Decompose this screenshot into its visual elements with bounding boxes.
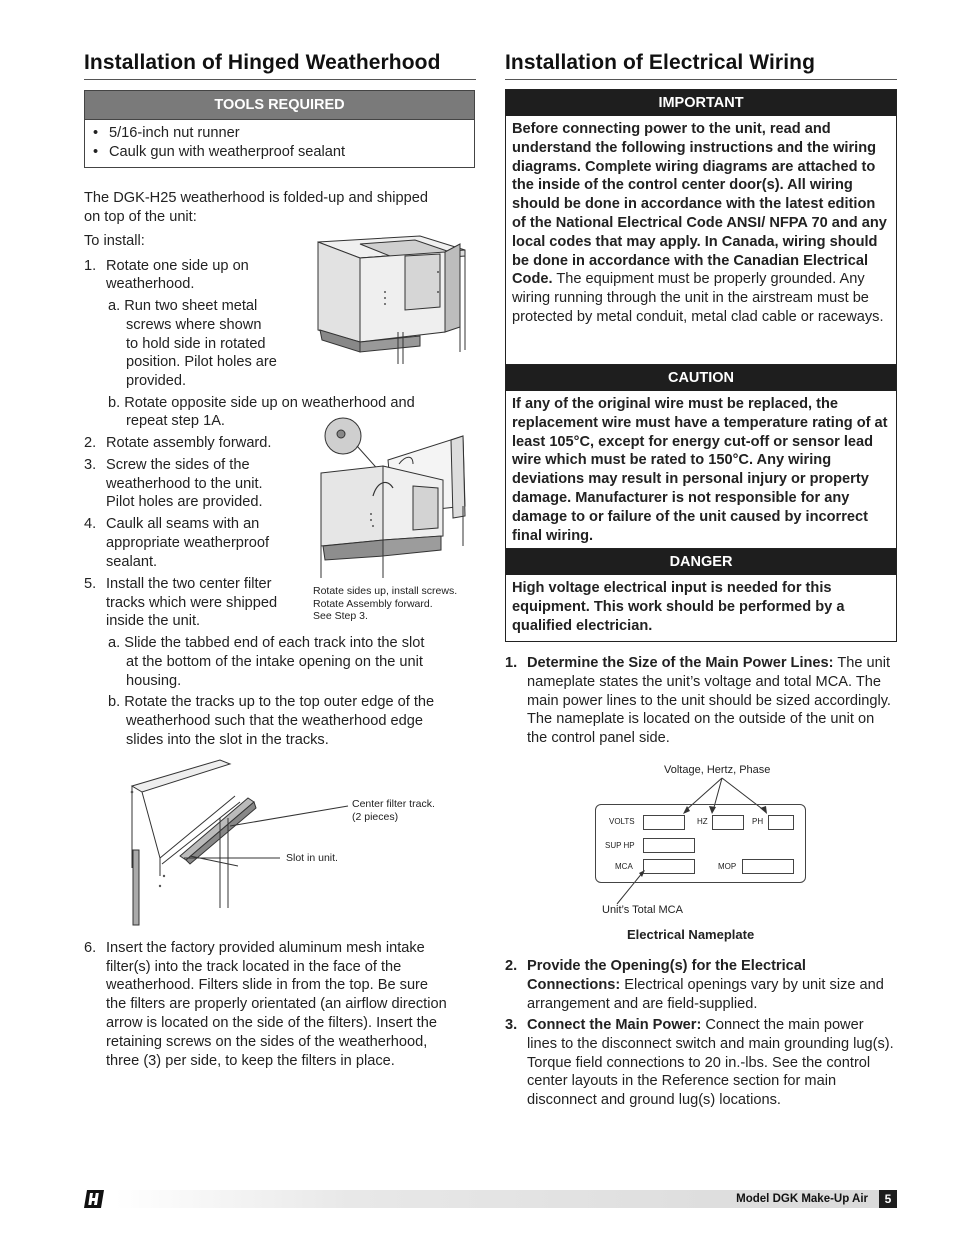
- slot-label: Slot in unit.: [286, 852, 338, 864]
- mca-field: [643, 859, 695, 874]
- filter-track-label: Center filter track.: [352, 798, 435, 810]
- step-text: Pilot holes are provided.: [106, 494, 263, 510]
- substep-text: position. Pilot holes are: [126, 354, 277, 370]
- tool-item: • Caulk gun with weatherproof sealant: [91, 143, 468, 162]
- step-text: appropriate weatherproof: [106, 535, 270, 551]
- figure-2-caption: Rotate sides up, install screws.: [313, 585, 458, 597]
- tools-required-title: TOOLS REQUIRED: [85, 91, 474, 120]
- important-title: IMPORTANT: [506, 90, 896, 116]
- volts-field: [643, 815, 685, 830]
- caution-box: [505, 365, 897, 549]
- substep-text: a. Slide the tabbed end of each track into the slot: [108, 635, 425, 651]
- step-number: 3.: [505, 1017, 518, 1033]
- tool-item: • 5/16-inch nut runner: [91, 124, 468, 143]
- step-text: weatherhood. Filters slide in from the top. Be sure: [106, 977, 429, 993]
- step-text: sealant.: [106, 554, 158, 570]
- filter-track-label: (2 pieces): [352, 811, 399, 823]
- substep-text: slides into the slot in the tracks.: [126, 732, 329, 748]
- step-number: 5.: [84, 576, 97, 592]
- substep-text: b. Rotate the tracks up to the top outer edge of the: [108, 694, 435, 710]
- substep-text: b. Rotate opposite side up on weatherhood and: [108, 395, 415, 411]
- intro-line: on top of the unit:: [84, 209, 197, 225]
- step-number: 2.: [505, 958, 518, 974]
- hz-field: [712, 815, 744, 830]
- left-heading: Installation of Hinged Weatherhood: [84, 51, 441, 74]
- step-text: Screw the sides of the: [106, 457, 250, 473]
- danger-title: DANGER: [506, 549, 896, 575]
- important-box: [505, 89, 897, 365]
- intro-line: The DGK-H25 weatherhood is folded-up and shipped: [84, 190, 428, 206]
- step-number: 1.: [84, 258, 97, 274]
- step-number: 2.: [84, 435, 97, 451]
- step-number: 6.: [84, 940, 97, 956]
- step-text: Caulk all seams with an: [106, 516, 260, 532]
- substep-text: provided.: [126, 373, 187, 389]
- step-text: three (3) per side, to keep the filters in place.: [106, 1053, 395, 1069]
- substep-text: screws where shown: [126, 317, 262, 333]
- brand-logo: [84, 1190, 104, 1208]
- electrical-step-1: Determine the Size of the Main Power Lines: The unit nameplate states the unit’s voltage and total MCA. The main power lines to the unit should be sized accordingly. The nameplate is located on the outside of the unit on the control panel side.: [527, 655, 891, 747]
- step-text: arrow is located on the side of the filters). Insert the: [106, 1015, 437, 1031]
- substep-text: at the bottom of the intake opening on the unit: [126, 654, 423, 670]
- step-text: Insert the factory provided aluminum mesh intake: [106, 940, 425, 956]
- nameplate-mca-label: MCA: [615, 862, 633, 871]
- caution-title: CAUTION: [506, 365, 896, 391]
- to-install: To install:: [84, 233, 145, 249]
- step-number: 4.: [84, 516, 97, 532]
- footer-model: Model DGK Make-Up Air: [736, 1193, 868, 1205]
- caution-text: If any of the original wire must be replaced, the replacement wire must have a temperature rating of at least 105°C, except for energy cut-off or sensor lead wire which must be rated to 150°C. Any wiring deviations may result in personal injury or property damage. Manufacturer is not responsible for any damage to or failure of the unit caused by incorrect final wiring.: [512, 396, 888, 544]
- weatherhood-figure-2: [313, 418, 478, 583]
- substep-text: repeat step 1A.: [126, 413, 225, 429]
- right-heading: Installation of Electrical Wiring: [505, 51, 815, 74]
- nameplate-top-label: Voltage, Hertz, Phase: [664, 764, 771, 776]
- important-text: The equipment must be properly grounded. Any wiring running through the unit in the airstream must be protected by metal conduit, metal clad cable or raceways.: [512, 271, 884, 325]
- electrical-nameplate: [595, 804, 806, 883]
- nameplate-hz-label: HZ: [697, 817, 708, 826]
- figure-2-caption: See Step 3.: [313, 610, 368, 622]
- electrical-step-2: Provide the Opening(s) for the Electrical Connections: Electrical openings vary by unit size and arrangement and are field-supplied.: [527, 958, 884, 1012]
- step-text: weatherhood.: [106, 276, 195, 292]
- step-text: filter(s) into the track located in the face of the: [106, 959, 402, 975]
- nameplate-sup-hp-label: SUP HP: [605, 841, 635, 850]
- sup-hp-field: [643, 838, 695, 853]
- step-text: Rotate one side up on: [106, 258, 249, 274]
- weatherhood-figure-1: [300, 232, 475, 367]
- left-heading-rule: [84, 79, 476, 80]
- important-bold-text: Before connecting power to the unit, read and understand the following instructions and the wiring diagrams. Complete wiring diagrams are attached to the inside of the control center door(s). All wiring should be done in accordance with the latest edition of the National Electrical Code ANSI/ NFPA 70 and any local codes that may apply. In Canada, wiring should be done in accordance with the Canadian Electrical Code.: [512, 121, 887, 288]
- step-number: 1.: [505, 655, 518, 671]
- step-text: inside the unit.: [106, 613, 201, 629]
- tools-list: [85, 120, 474, 162]
- step-text: the filters are properly orientated (an airflow direction: [106, 996, 447, 1012]
- ph-field: [768, 815, 794, 830]
- step-text: tracks which were shipped: [106, 595, 278, 611]
- nameplate-caption: Electrical Nameplate: [627, 927, 755, 942]
- page-number: 5: [879, 1190, 897, 1208]
- step-text: weatherhood to the unit.: [106, 476, 263, 492]
- step-text: retaining screws on the sides of the weatherhood,: [106, 1034, 428, 1050]
- right-heading-rule: [505, 79, 897, 80]
- step-text: Install the two center filter: [106, 576, 272, 592]
- nameplate-mop-label: MOP: [718, 862, 737, 871]
- tools-required-box: [84, 90, 475, 168]
- step-number: 3.: [84, 457, 97, 473]
- mop-field: [742, 859, 794, 874]
- filter-track-figure: [120, 758, 360, 928]
- nameplate-bottom-label: Unit’s Total MCA: [602, 904, 683, 916]
- danger-box: [505, 548, 897, 642]
- figure-2-caption: Rotate Assembly forward.: [313, 598, 433, 610]
- substep-text: weatherhood such that the weatherhood edge: [126, 713, 423, 729]
- substep-text: a. Run two sheet metal: [108, 298, 258, 314]
- danger-text: High voltage electrical input is needed for this equipment. This work should be performed by a qualified electrician.: [512, 580, 845, 634]
- substep-text: to hold side in rotated: [126, 336, 266, 352]
- substep-text: housing.: [126, 673, 182, 689]
- nameplate-volts-label: VOLTS: [609, 817, 635, 826]
- step-text: Rotate assembly forward.: [106, 435, 272, 451]
- electrical-step-3: Connect the Main Power: Connect the main power lines to the disconnect switch and main grounding lug(s). Torque field connections to 20 in.-lbs. See the control center layouts in the Reference section for main disconnect and ground lug(s) locations.: [527, 1017, 894, 1109]
- nameplate-ph-label: PH: [752, 817, 764, 826]
